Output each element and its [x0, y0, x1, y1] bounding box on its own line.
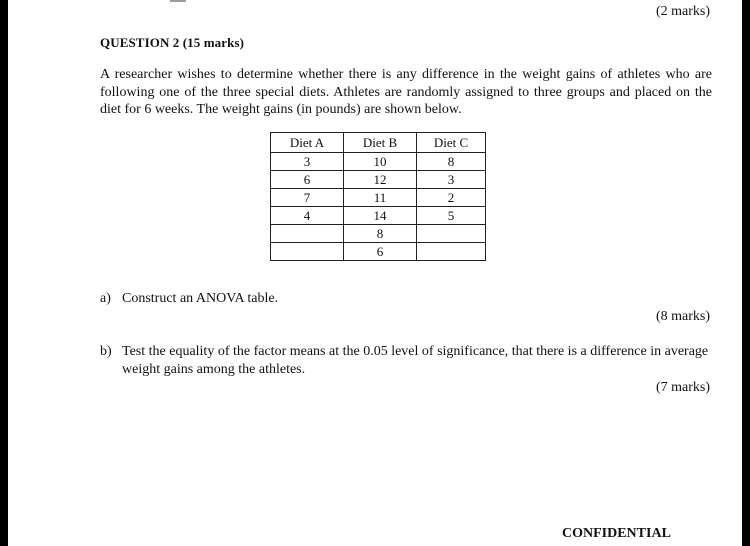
part-a-text: Construct an ANOVA table.: [122, 291, 279, 306]
left-page-edge: [0, 0, 8, 546]
table-cell: [417, 243, 486, 261]
table-row: [271, 225, 486, 243]
cropped-text-fragment: [170, 0, 186, 2]
part-a: [100, 291, 278, 307]
table-cell: 5: [417, 207, 486, 225]
right-page-edge: [742, 0, 750, 546]
table-cell: 12: [344, 171, 417, 189]
table-cell: 14: [344, 207, 417, 225]
previous-question-marks: (2 marks): [655, 4, 710, 19]
table-cell: 6: [344, 243, 417, 261]
part-a-marks: (8 marks): [655, 309, 710, 324]
part-b: [100, 343, 712, 378]
part-a-label: a): [100, 291, 111, 306]
table-row: [271, 207, 486, 225]
header-diet-c: Diet C: [417, 133, 486, 153]
table-cell: 8: [417, 153, 486, 171]
header-diet-a: Diet A: [271, 133, 344, 153]
table-cell: 8: [344, 225, 417, 243]
table-cell: 3: [417, 171, 486, 189]
table-cell: [417, 225, 486, 243]
weight-gain-table: [270, 132, 486, 261]
part-b-label: b): [100, 344, 112, 359]
table-cell: [271, 243, 344, 261]
part-b-marks: (7 marks): [655, 380, 710, 395]
part-b-text: Test the equality of the factor means at the 0.05 level of significance, that there is a difference in average weight gains among the athletes.: [122, 344, 709, 377]
question-intro: A researcher wishes to determine whether there is any difference in the weight gains of athletes who are following one of the three special diets. Athletes are randomly assigned to three groups and placed on the diet for 6 weeks. The weight gains (in pounds) are shown below.: [100, 67, 712, 117]
table-cell: 11: [344, 189, 417, 207]
header-diet-b: Diet B: [344, 133, 417, 153]
table-row: [271, 189, 486, 207]
question-heading: QUESTION 2 (15 marks): [100, 35, 245, 50]
table-cell: 2: [417, 189, 486, 207]
table-row: [271, 243, 486, 261]
table-row: [271, 171, 486, 189]
table-cell: 3: [271, 153, 344, 171]
table-cell: [271, 225, 344, 243]
table-cell: 4: [271, 207, 344, 225]
confidential-footer: CONFIDENTIAL: [562, 526, 671, 541]
table-header-row: [271, 133, 486, 153]
table-cell: 6: [271, 171, 344, 189]
table-row: [271, 153, 486, 171]
table-cell: 7: [271, 189, 344, 207]
table-cell: 10: [344, 153, 417, 171]
